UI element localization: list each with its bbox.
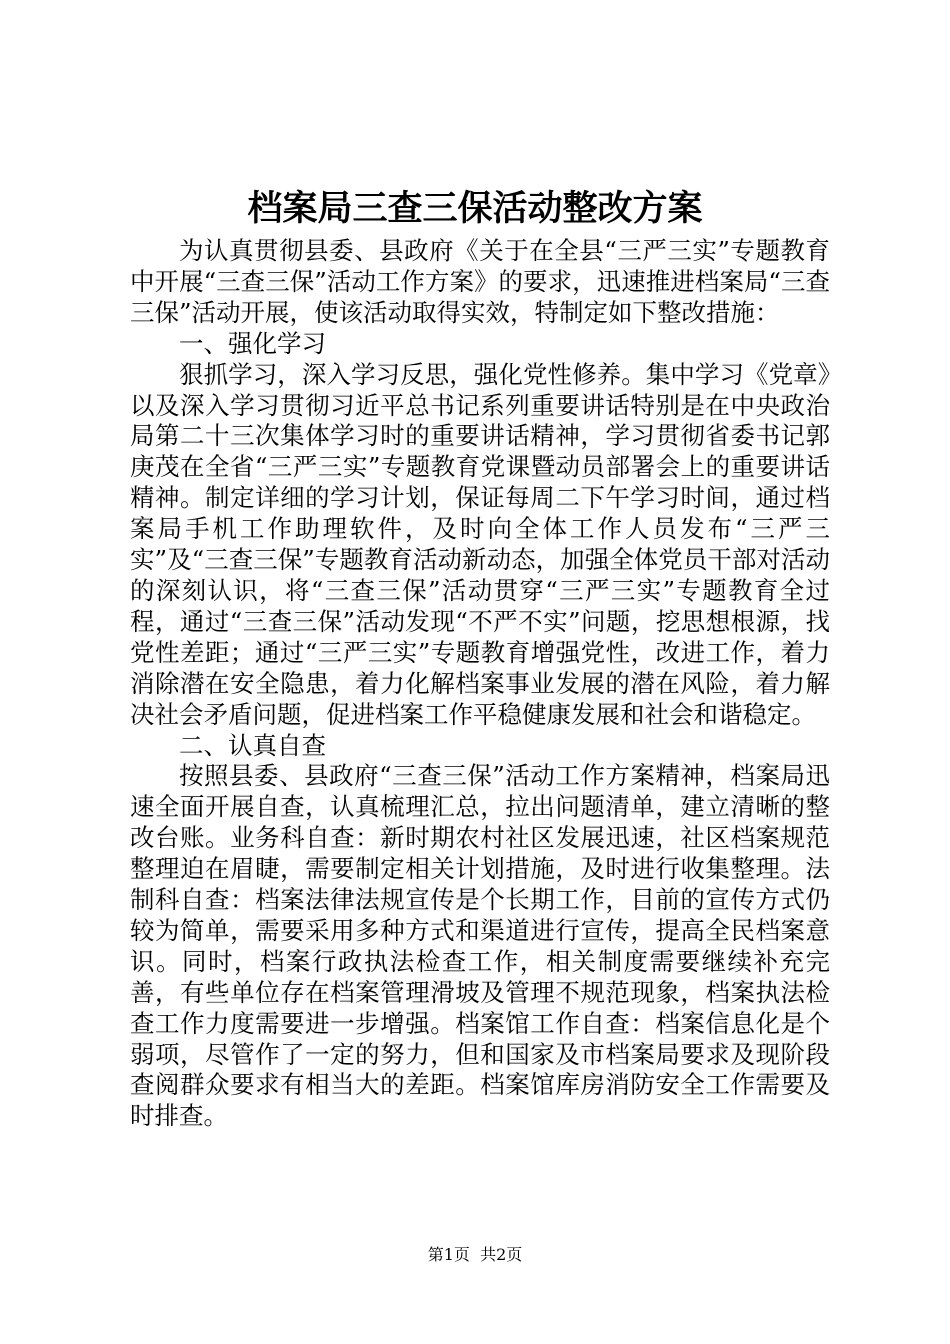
document-body xyxy=(130,236,830,1132)
document-title: 档案局三查三保活动整改方案 xyxy=(247,188,703,229)
section-heading-2: 二、认真自查 xyxy=(179,730,326,760)
section-heading-1: 一、强化学习 xyxy=(179,328,326,358)
intro-paragraph: 为认真贯彻县委、县政府《关于在全县“三严三实”专题教育中开展“三查三保”活动工作方案》的要求，迅速推进档案局“三查三保”活动开展，使该活动取得实效，特制定如下整改措施： xyxy=(130,236,830,327)
section-body-1: 狠抓学习，深入学习反思，强化党性修养。集中学习《党章》以及深入学习贯彻习近平总书记系列重要讲话特别是在中央政治局第二十三次集体学习时的重要讲话精神，学习贯彻省委书记郭庚茂在全省“三严三实”专题教育党课暨动员部署会上的重要讲话精神。制定详细的学习计划，保证每周二下午学习时间，通过档案局手机工作助理软件，及时向全体工作人员发布“三严三实”及“三查三保”专题教育活动新动态，加强全体党员干部对活动的深刻认识，将“三查三保”活动贯穿“三严三实”专题教育全过程，通过“三查三保”活动发现“不严不实”问题，挖思想根源，找党性差距；通过“三严三实”专题教育增强党性，改进工作，着力消除潜在安全隐患，着力化解档案事业发展的潜在风险，着力解决社会矛盾问题，促进档案工作平稳健康发展和社会和谐稳定。 xyxy=(130,359,830,729)
section-body-2: 按照县委、县政府“三查三保”活动工作方案精神，档案局迅速全面开展自查，认真梳理汇总，拉出问题清单，建立清晰的整改台账。业务科自查：新时期农村社区发展迅速，社区档案规范整理迫在眉睫，需要制定相关计划措施，及时进行收集整理。法制科自查：档案法律法规宣传是个长期工作，目前的宣传方式仍较为简单，需要采用多种方式和渠道进行宣传，提高全民档案意识。同时，档案行政执法检查工作，相关制度需要继续补充完善，有些单位存在档案管理滑坡及管理不规范现象，档案执法检查工作力度需要进一步增强。档案馆工作自查：档案信息化是个弱项，尽管作了一定的努力，但和国家及市档案局要求及现阶段查阅群众要求有相当大的差距。档案馆库房消防安全工作需要及时排查。 xyxy=(130,761,830,1131)
page-footer: 第1页 共2页 xyxy=(427,1245,523,1264)
